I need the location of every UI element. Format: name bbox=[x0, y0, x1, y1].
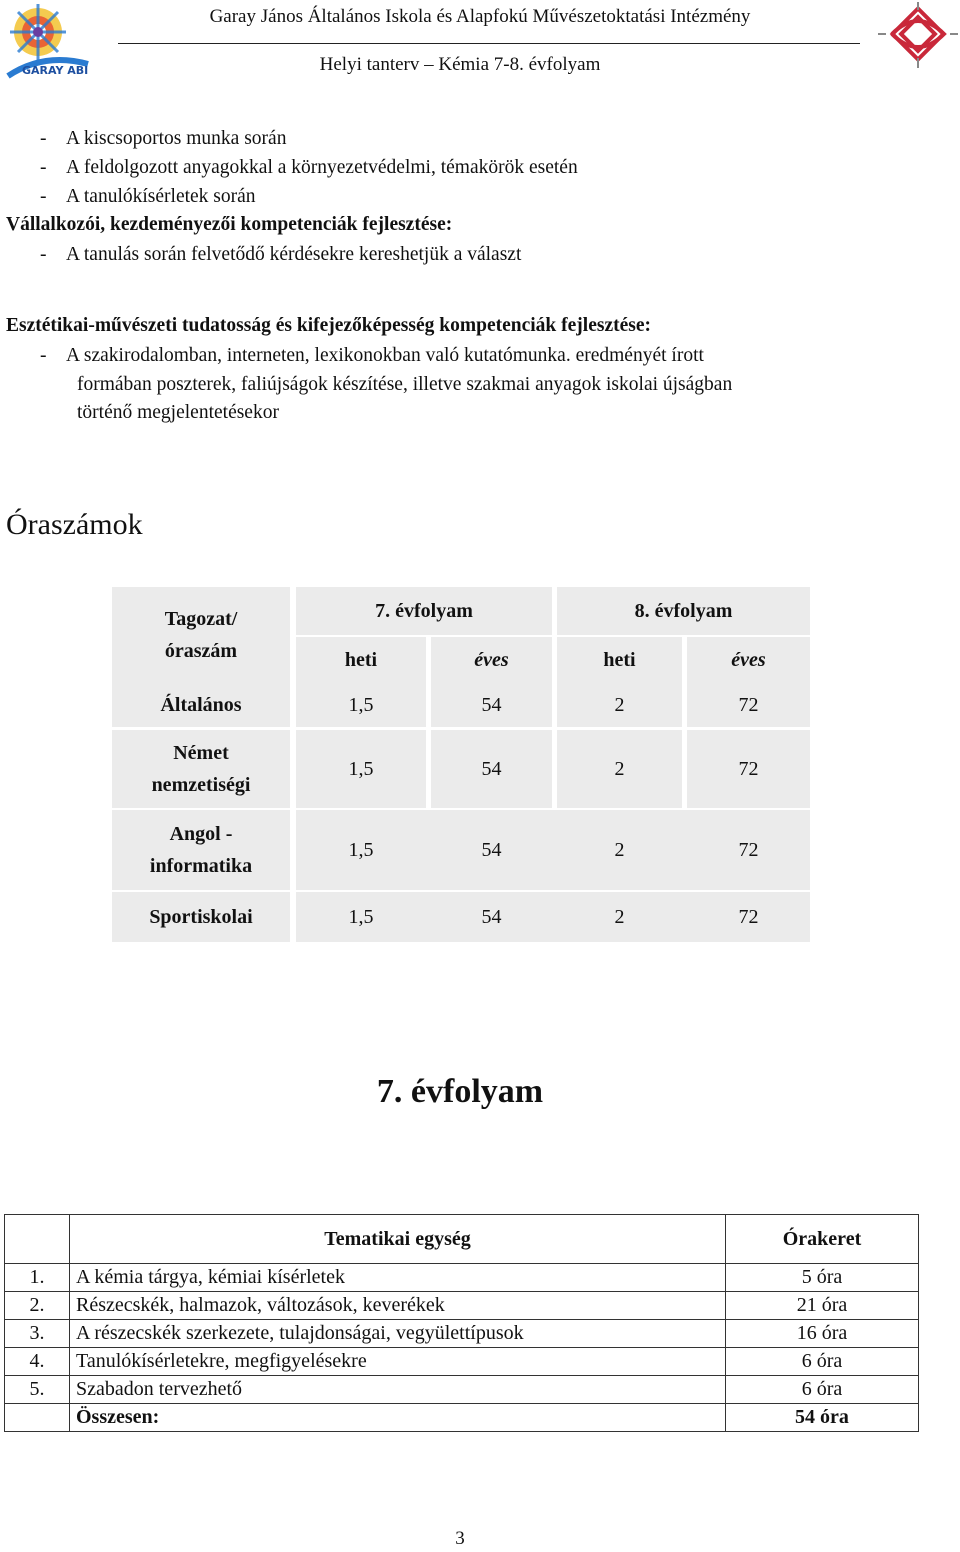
table-cell: 72 bbox=[738, 906, 759, 928]
aesthetic-heading: Esztétikai-művészeti tudatosság és kifejezőképesség kompetenciák fejlesztése: bbox=[6, 315, 651, 336]
unit-header: Tematikai egység bbox=[70, 1215, 726, 1264]
grade8-header: 8. évfolyam bbox=[557, 587, 810, 635]
weekly-header: heti bbox=[296, 637, 426, 683]
grade7-header: 7. évfolyam bbox=[296, 587, 552, 635]
row-label: Sportiskolai bbox=[112, 892, 290, 942]
row-label: Német nemzetiségi bbox=[112, 730, 290, 808]
entrepreneur-heading: Vállalkozói, kezdeményezői kompetenciák fejlesztése: bbox=[6, 214, 453, 235]
table-cell: 54 bbox=[431, 730, 552, 808]
table-cell: 72 bbox=[738, 839, 759, 861]
table-cell: 1,5 bbox=[348, 906, 374, 928]
total-row bbox=[5, 1404, 919, 1432]
weekly-header: heti bbox=[557, 637, 682, 683]
list-item: - A szakirodalomban, interneten, lexikonokban való kutatómunka. eredményét írott bbox=[40, 345, 704, 366]
row-number: 2. bbox=[5, 1292, 70, 1320]
list-item: - A tanulókísérletek során bbox=[40, 186, 256, 207]
unit-name: A részecskék szerkezete, tulajdonságai, vegyülettípusok bbox=[70, 1320, 726, 1348]
row-label: Angol - informatika bbox=[112, 810, 290, 890]
total-label: Összesen: bbox=[70, 1404, 726, 1432]
table-row bbox=[5, 1292, 919, 1320]
unit-hours: 5 óra bbox=[726, 1264, 919, 1292]
list-item: - A kiscsoportos munka során bbox=[40, 128, 287, 149]
table-cell: 72 bbox=[687, 683, 810, 727]
section-heading: Óraszámok bbox=[6, 508, 143, 541]
table-cell: 54 bbox=[481, 906, 502, 928]
unit-name: Részecskék, halmazok, változások, keverékek bbox=[70, 1292, 726, 1320]
unit-name: A kémia tárgya, kémiai kísérletek bbox=[70, 1264, 726, 1292]
table-cell: 1,5 bbox=[348, 839, 374, 861]
unit-hours: 21 óra bbox=[726, 1292, 919, 1320]
unit-name: Szabadon tervezhető bbox=[70, 1376, 726, 1404]
document-subtitle: Helyi tanterv – Kémia 7-8. évfolyam bbox=[319, 54, 601, 75]
unit-hours: 16 óra bbox=[726, 1320, 919, 1348]
table-cell: 2 bbox=[614, 839, 625, 861]
total-hours: 54 óra bbox=[726, 1404, 919, 1432]
svg-text:GARAY ABI: GARAY ABI bbox=[22, 64, 89, 77]
row-label: Általános bbox=[112, 683, 290, 727]
table-cell: 2 bbox=[557, 683, 682, 727]
thematic-table bbox=[4, 1214, 919, 1432]
header-rule bbox=[118, 43, 860, 44]
unit-name: Tanulókísérletekre, megfigyelésekre bbox=[70, 1348, 726, 1376]
table-row bbox=[5, 1320, 919, 1348]
school-name: Garay János Általános Iskola és Alapfokú Művészetoktatási Intézmény bbox=[209, 6, 751, 27]
list-item: - A tanulás során felvetődő kérdésekre kereshetjük a választ bbox=[40, 244, 522, 265]
table-cell: 2 bbox=[614, 906, 625, 928]
unit-hours: 6 óra bbox=[726, 1376, 919, 1404]
year-heading: 7. évfolyam bbox=[376, 1073, 544, 1110]
table-cell: 1,5 bbox=[296, 683, 426, 727]
table-row bbox=[5, 1264, 919, 1292]
num-header bbox=[5, 1215, 70, 1264]
paragraph-line: formában poszterek, faliújságok készítése, illetve szakmai anyagok iskolai újságban bbox=[77, 374, 733, 395]
table-corner-header: Tagozat/ óraszám bbox=[112, 587, 290, 683]
yearly-header: éves bbox=[687, 637, 810, 683]
unit-hours: 6 óra bbox=[726, 1348, 919, 1376]
table-cell: 54 bbox=[431, 683, 552, 727]
row-number: 1. bbox=[5, 1264, 70, 1292]
row-number bbox=[5, 1404, 70, 1432]
row-number: 5. bbox=[5, 1376, 70, 1404]
row-number: 4. bbox=[5, 1348, 70, 1376]
yearly-header: éves bbox=[431, 637, 552, 683]
page-number: 3 bbox=[455, 1528, 465, 1549]
table-header-row bbox=[5, 1215, 919, 1264]
table-row bbox=[5, 1348, 919, 1376]
list-item: - A feldolgozott anyagokkal a környezetvédelmi, témakörök esetén bbox=[40, 157, 578, 178]
paragraph-line: történő megjelentetésekor bbox=[77, 402, 279, 423]
table-cell: 54 bbox=[481, 839, 502, 861]
table-row bbox=[5, 1376, 919, 1404]
table-cell: 1,5 bbox=[296, 730, 426, 808]
row-number: 3. bbox=[5, 1320, 70, 1348]
table-cell: 2 bbox=[557, 730, 682, 808]
hours-header: Órakeret bbox=[726, 1215, 919, 1264]
table-cell: 72 bbox=[687, 730, 810, 808]
